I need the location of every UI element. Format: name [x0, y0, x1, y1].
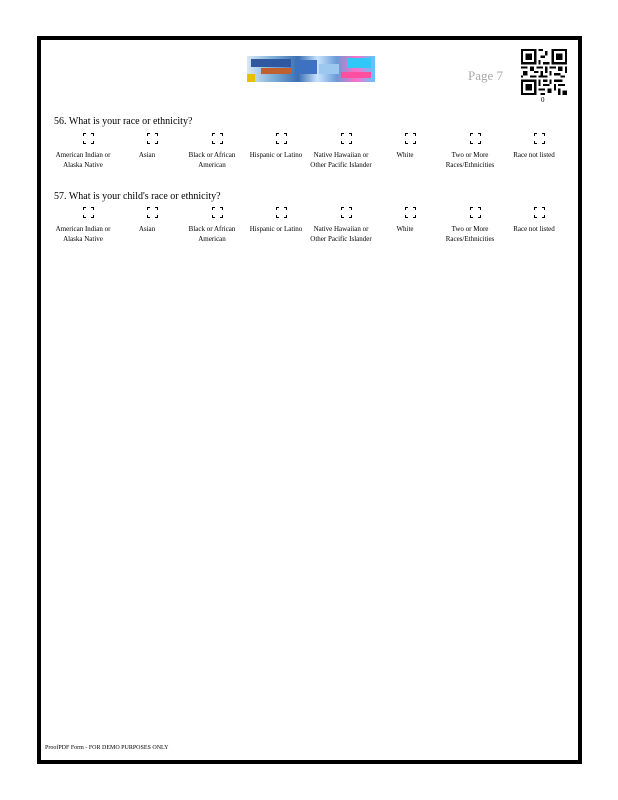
option-hispanic[interactable] — [243, 133, 309, 160]
option-label: White — [396, 151, 414, 159]
checkbox-icon[interactable] — [465, 207, 476, 218]
option-label: White — [396, 225, 414, 233]
qr-code-icon — [521, 49, 567, 95]
checkbox-icon[interactable] — [465, 133, 476, 144]
option-label: American Indian or Alaska Native — [55, 151, 111, 169]
checkbox-icon[interactable] — [271, 133, 282, 144]
option-hispanic[interactable] — [243, 207, 309, 234]
option-american-indian[interactable] — [50, 133, 116, 170]
checkbox-icon[interactable] — [336, 133, 347, 144]
option-race-not-listed[interactable] — [501, 133, 567, 160]
option-american-indian[interactable] — [50, 207, 116, 244]
option-label: Two or More Races/Ethnicities — [445, 225, 495, 243]
checkbox-icon[interactable] — [400, 207, 411, 218]
option-two-or-more[interactable] — [437, 207, 503, 244]
option-asian[interactable] — [114, 133, 180, 160]
option-black[interactable] — [179, 207, 245, 244]
checkbox-icon[interactable] — [529, 133, 540, 144]
checkbox-icon[interactable] — [142, 207, 153, 218]
page-number: Page 7 — [468, 68, 504, 83]
option-two-or-more[interactable] — [437, 133, 503, 170]
checkbox-icon[interactable] — [207, 207, 218, 218]
option-native-hawaiian[interactable] — [308, 133, 374, 170]
checkbox-icon[interactable] — [207, 133, 218, 144]
option-race-not-listed[interactable] — [501, 207, 567, 234]
option-label: Asian — [138, 225, 156, 233]
option-label: Hispanic or Latino — [249, 225, 303, 233]
checkbox-icon[interactable] — [529, 207, 540, 218]
option-label: Native Hawaiian or Other Pacific Islander — [310, 151, 372, 169]
colorful-logo-icon — [247, 56, 375, 82]
checkbox-icon[interactable] — [400, 133, 411, 144]
option-label: Native Hawaiian or Other Pacific Islander — [310, 225, 372, 243]
option-label: American Indian or Alaska Native — [55, 225, 111, 243]
option-white[interactable] — [372, 207, 438, 234]
option-label: Race not listed — [513, 225, 555, 233]
checkbox-icon[interactable] — [142, 133, 153, 144]
option-label: Black or African American — [188, 225, 236, 243]
option-asian[interactable] — [114, 207, 180, 234]
checkbox-icon[interactable] — [336, 207, 347, 218]
option-label: Black or African American — [188, 151, 236, 169]
option-white[interactable] — [372, 133, 438, 160]
option-label: Asian — [138, 151, 156, 159]
option-native-hawaiian[interactable] — [308, 207, 374, 244]
qr-caption: 0 — [541, 96, 545, 104]
option-label: Hispanic or Latino — [249, 151, 303, 159]
option-label: Race not listed — [513, 151, 555, 159]
checkbox-icon[interactable] — [271, 207, 282, 218]
option-label: Two or More Races/Ethnicities — [445, 151, 495, 169]
footer-text: ProofPDF Form - FOR DEMO PURPOSES ONLY — [45, 745, 169, 751]
question-57-text: 57. What is your child's race or ethnicity? — [54, 191, 221, 202]
option-black[interactable] — [179, 133, 245, 170]
question-56-text: 56. What is your race or ethnicity? — [54, 116, 193, 127]
checkbox-icon[interactable] — [78, 133, 89, 144]
checkbox-icon[interactable] — [78, 207, 89, 218]
